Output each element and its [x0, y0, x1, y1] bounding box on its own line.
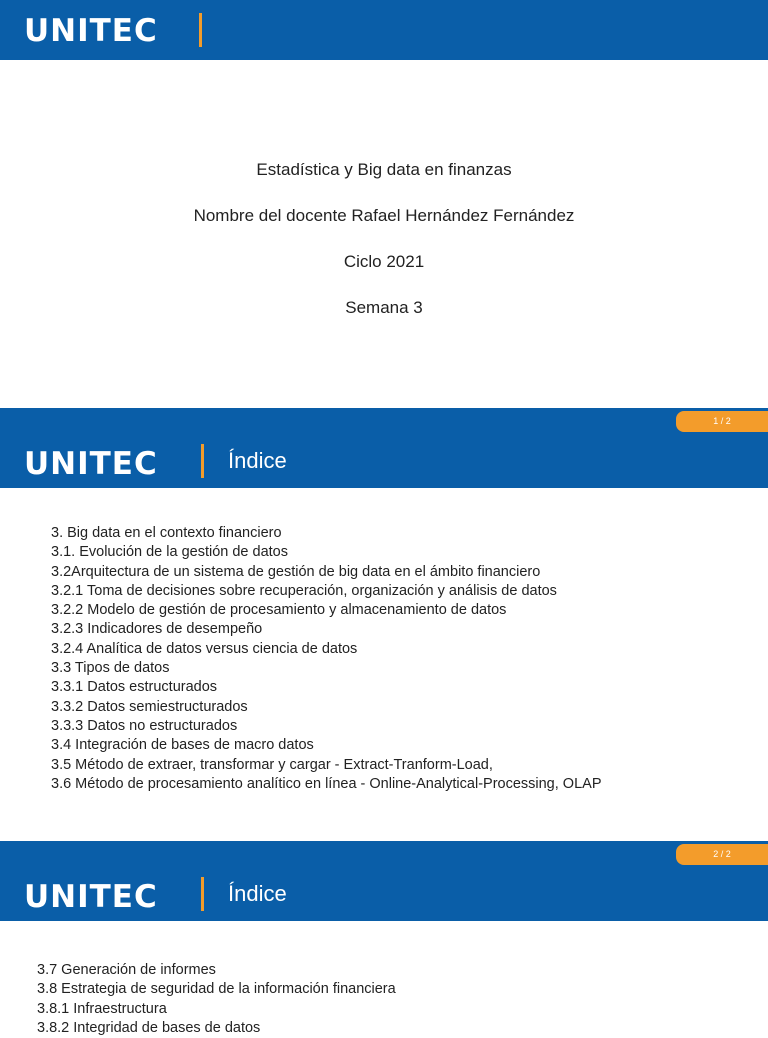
- list-item: 3.3 Tipos de datos: [51, 660, 170, 677]
- list-item: 3.5 Método de extraer, transformar y cargar - Extract-Tranform-Load,: [51, 756, 493, 773]
- list-item: 3.2Arquitectura de un sistema de gestión de big data en el ámbito financiero: [51, 563, 541, 580]
- list-item: 3.3.1 Datos estructurados: [51, 679, 218, 696]
- section-title: Índice: [228, 881, 287, 906]
- header-bar: [0, 0, 768, 60]
- logo-separator: [201, 877, 204, 911]
- list-item: 3.8.2 Integridad de bases de datos: [37, 1019, 261, 1036]
- list-item: 3.3.3 Datos no estructurados: [51, 717, 238, 734]
- unitec-logo: UNITEC: [24, 879, 158, 915]
- list-item: 3.4 Integración de bases de macro datos: [51, 737, 314, 754]
- cover-slide: [0, 0, 768, 408]
- logo-separator: [201, 444, 204, 478]
- list-item: 3.2.4 Analítica de datos versus ciencia de datos: [51, 640, 358, 657]
- index-slide-1: [0, 408, 768, 841]
- page-indicator: 1 / 2: [676, 411, 768, 432]
- list-item: 3.2.3 Indicadores de desempeño: [51, 621, 263, 638]
- logo-separator: [199, 13, 202, 47]
- list-item: 3.1. Evolución de la gestión de datos: [51, 544, 288, 561]
- index-slide-2: [0, 841, 768, 1036]
- header-bar: [0, 408, 768, 488]
- list-item: 3.2.1 Toma de decisiones sobre recuperación, organización y análisis de datos: [51, 582, 557, 599]
- course-title: Estadística y Big data en finanzas: [256, 160, 512, 179]
- list-item: 3.2.2 Modelo de gestión de procesamiento y almacenamiento de datos: [51, 602, 507, 619]
- list-item: 3. Big data en el contexto financiero: [51, 525, 282, 541]
- list-item: 3.3.2 Datos semiestructurados: [51, 698, 248, 715]
- list-item: 3.8 Estrategia de seguridad de la información financiera: [37, 981, 396, 998]
- week-label: Semana 3: [345, 298, 423, 317]
- index-list: [51, 524, 602, 794]
- list-item: 3.6 Método de procesamiento analítico en línea - Online-Analytical-Processing, OLAP: [51, 775, 602, 792]
- index-list: [37, 961, 396, 1038]
- list-item: 3.8.1 Infraestructura: [37, 1000, 167, 1017]
- section-title: Índice: [228, 448, 287, 473]
- page-indicator: 2 / 2: [676, 844, 768, 865]
- unitec-logo: UNITEC: [24, 13, 158, 49]
- cycle-label: Ciclo 2021: [343, 252, 425, 271]
- list-item: 3.7 Generación de informes: [37, 962, 216, 978]
- unitec-logo: UNITEC: [24, 446, 158, 482]
- header-bar: [0, 841, 768, 921]
- teacher-name: Nombre del docente Rafael Hernández Fernández: [193, 206, 575, 225]
